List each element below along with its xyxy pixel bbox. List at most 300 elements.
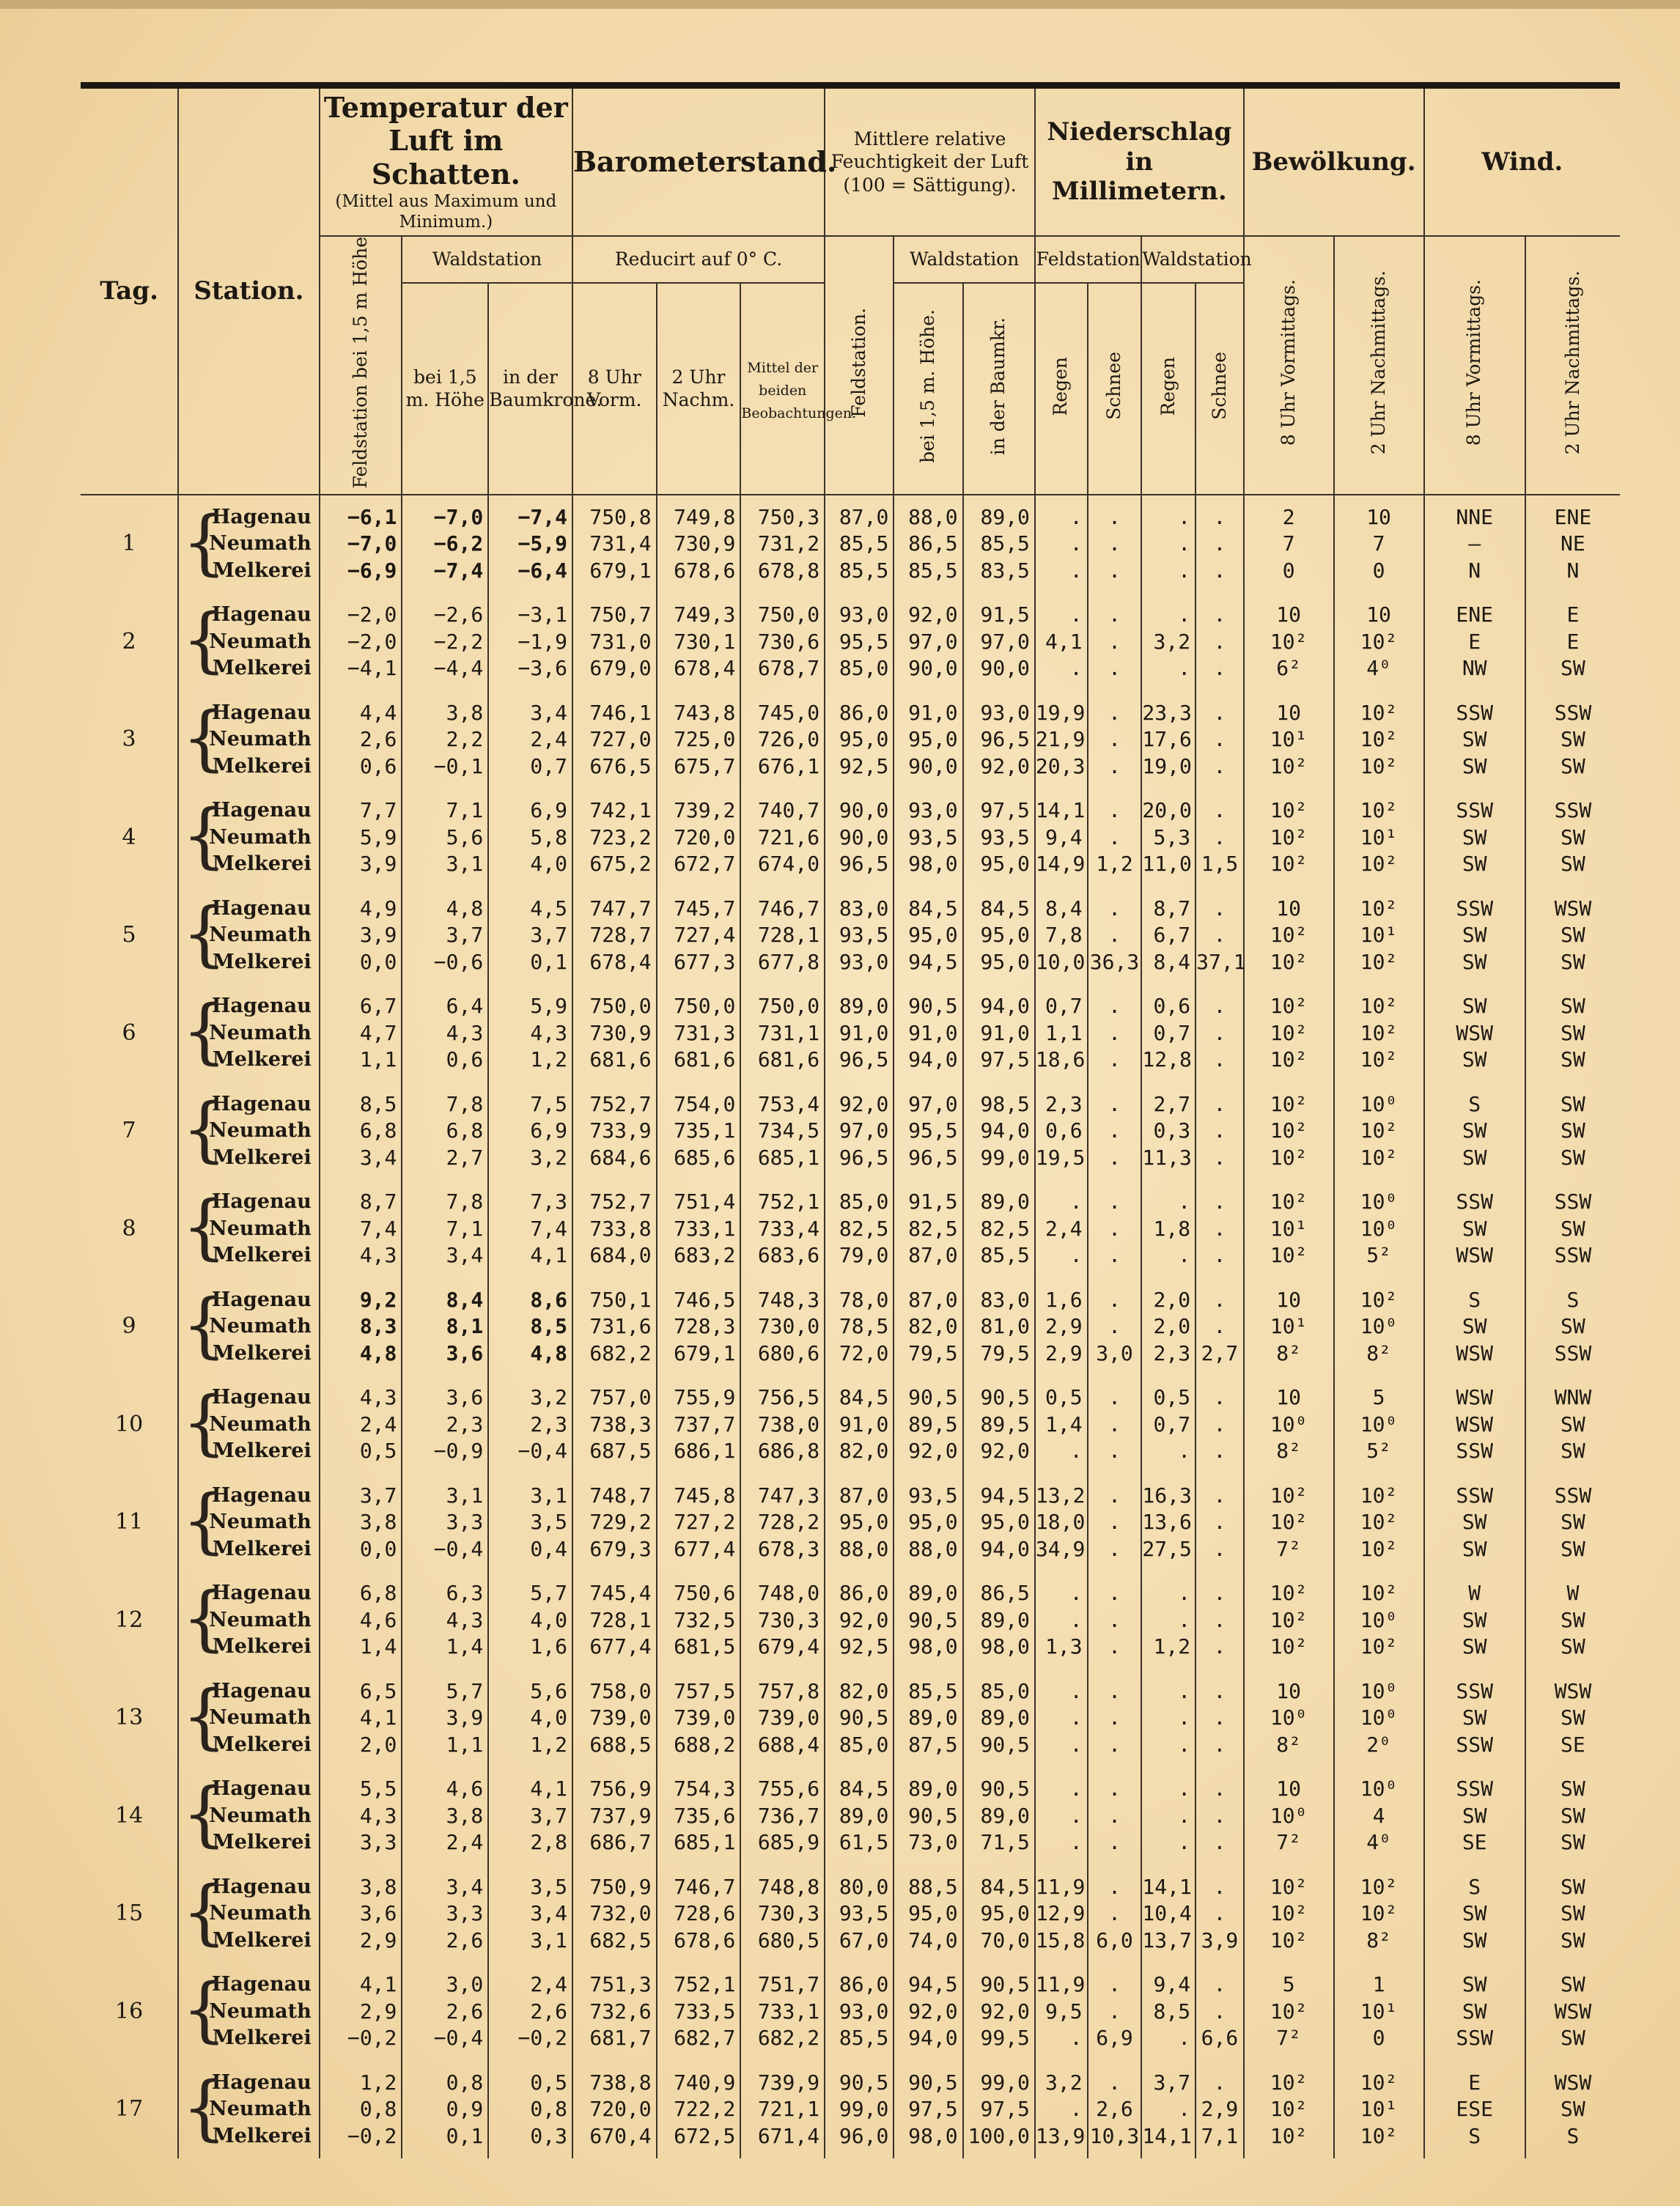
cell-bw8: 10 10² 6² <box>1244 593 1334 691</box>
station-names <box>178 1767 320 1865</box>
day-number: 12 <box>81 1571 178 1670</box>
brace-mark: { <box>182 1773 227 1856</box>
cell-n-ws: . . . <box>1195 1571 1244 1670</box>
station-names <box>178 789 320 887</box>
station-names <box>178 691 320 789</box>
station-names <box>178 984 320 1082</box>
cell-t-feld: 3,8 3,6 2,9 <box>320 1865 402 1963</box>
cell-f-krone: 89,0 85,5 83,5 <box>963 495 1035 594</box>
cell-f-krone: 83,0 81,0 79,5 <box>963 1278 1035 1376</box>
cell-f-feld: 84,5 91,0 82,0 <box>825 1376 894 1474</box>
cell-t-krone: 4,5 3,7 0,1 <box>488 887 572 985</box>
cell-f-15: 91,0 95,0 90,0 <box>894 691 962 789</box>
cell-b2: 739,2 720,0 672,7 <box>657 789 741 887</box>
station-names <box>178 1571 320 1670</box>
station-names <box>178 495 320 594</box>
cell-n-fr: 19,9 21,9 20,3 <box>1035 691 1088 789</box>
cell-b8: 751,3 732,6 681,7 <box>572 1963 657 2061</box>
cell-b8: 750,0 730,9 681,6 <box>572 984 657 1082</box>
header-precipitation: Niederschlag in Millimetern. <box>1035 86 1244 237</box>
cell-bm: 740,7 721,6 674,0 <box>740 789 825 887</box>
cell-bw2: 10² 10¹ 10² <box>1334 887 1424 985</box>
cell-bw8: 10 10⁰ 7² <box>1244 1767 1334 1865</box>
cell-bw2: 10² 10² 10² <box>1334 691 1424 789</box>
cell-t-feld: −6,1 −7,0 −6,9 <box>320 495 402 594</box>
cell-n-fr: 11,9 9,5 . <box>1035 1963 1088 2061</box>
cell-t-krone: 3,5 3,4 3,1 <box>488 1865 572 1963</box>
cell-n-wr: . 3,2 . <box>1141 593 1195 691</box>
station-list: Hagenau Neumath Melkerei <box>209 1875 312 1952</box>
cell-t-feld: 8,5 6,8 3,4 <box>320 1082 402 1181</box>
cell-b2: 745,7 727,4 677,3 <box>657 887 741 985</box>
cell-bm: 746,7 728,1 677,8 <box>740 887 825 985</box>
cell-w8: S SW SW <box>1424 1865 1525 1963</box>
cell-w2: SSW SW SW <box>1554 798 1592 877</box>
cell-f-feld: 87,0 95,0 88,0 <box>825 1474 894 1572</box>
station-names <box>178 1670 320 1768</box>
cell-n-wr: . 1,8 . <box>1141 1180 1195 1278</box>
cell-n-ws: . . . <box>1195 1180 1244 1278</box>
cell-n-wr: 20,0 5,3 11,0 <box>1141 789 1195 887</box>
table-row <box>81 1376 1620 1474</box>
cell-n-ws: . . . <box>1195 593 1244 691</box>
cell-bm: 750,3 731,2 678,8 <box>740 495 825 594</box>
cell-n-ws: . . . <box>1195 1376 1244 1474</box>
cell-w2: WSW SW SW <box>1554 896 1592 974</box>
cell-f-feld: 89,0 91,0 96,5 <box>825 984 894 1082</box>
cell-t-krone: 4,1 3,7 2,8 <box>488 1767 572 1865</box>
brace-mark: { <box>182 892 227 975</box>
cell-n-wr: 14,1 10,4 13,7 <box>1141 1865 1195 1963</box>
cell-bw2: 10⁰ 4 4⁰ <box>1334 1767 1424 1865</box>
cell-w8: SW WSW SW <box>1424 984 1525 1082</box>
cell-n-wr: . . . <box>1141 495 1195 594</box>
brace-mark: { <box>182 1577 227 1660</box>
station-list: Hagenau Neumath Melkerei <box>209 2070 312 2147</box>
cell-t-krone: 0,5 0,8 0,3 <box>488 2061 572 2159</box>
header-tag: Tag. <box>81 86 178 495</box>
cell-n-ws: . . 3,9 <box>1195 1865 1244 1963</box>
cell-bw2: 10⁰ 10⁰ 5² <box>1334 1180 1424 1278</box>
cell-bw8: 10² 10² 10² <box>1244 984 1334 1082</box>
cell-t-15: 7,1 5,6 3,1 <box>402 789 488 887</box>
cell-n-wr: . . . <box>1141 1767 1195 1865</box>
header-temp-wald-krone: in der Baumkrone. <box>488 283 572 495</box>
cell-n-fs: . . . <box>1088 1670 1142 1768</box>
cell-f-15: 92,0 97,0 90,0 <box>894 593 962 691</box>
cell-w2: S SW SSW <box>1554 1287 1592 1365</box>
cell-bw2: 10² 10¹ 10² <box>1334 789 1424 887</box>
cell-bm: 752,1 733,4 683,6 <box>740 1180 825 1278</box>
cell-b8: 748,7 729,2 679,3 <box>572 1474 657 1572</box>
cell-n-fs: . . . <box>1088 1474 1142 1572</box>
cell-bm: 748,8 730,3 680,5 <box>740 1865 825 1963</box>
station-list: Hagenau Neumath Melkerei <box>209 1777 312 1854</box>
day-number: 13 <box>81 1670 178 1768</box>
cell-t-15: 6,3 4,3 1,4 <box>402 1571 488 1670</box>
cell-n-ws: . . 6,6 <box>1195 1963 1244 2061</box>
cell-f-15: 85,5 89,0 87,5 <box>894 1670 962 1768</box>
cell-bw8: 10 10⁰ 8² <box>1244 1376 1334 1474</box>
day-number: 10 <box>81 1376 178 1474</box>
cell-w2: W SW SW <box>1561 1581 1585 1659</box>
station-list: Hagenau Neumath Melkerei <box>209 1092 312 1169</box>
cell-t-15: 4,6 3,8 2,4 <box>402 1767 488 1865</box>
cell-b8: 746,1 727,0 676,5 <box>572 691 657 789</box>
table-row <box>81 1278 1620 1376</box>
header-temp-wald-15: bei 1,5 m. Höhe <box>402 283 488 495</box>
cell-w8: SSW SW WSW <box>1424 1180 1525 1278</box>
table-row <box>81 887 1620 985</box>
cell-b8: 752,7 733,9 684,6 <box>572 1082 657 1181</box>
cell-t-15: 8,4 8,1 3,6 <box>402 1278 488 1376</box>
cell-bw8: 2 7 0 <box>1244 495 1334 594</box>
table-row <box>81 984 1620 1082</box>
cell-n-fs: . . 3,0 <box>1088 1278 1142 1376</box>
station-names <box>178 887 320 985</box>
cell-bm: 756,5 738,0 686,8 <box>740 1376 825 1474</box>
cell-f-krone: 97,5 93,5 95,0 <box>963 789 1035 887</box>
cell-t-krone: 3,1 3,5 0,4 <box>488 1474 572 1572</box>
table-row <box>81 1963 1620 2061</box>
weather-table <box>81 82 1620 2158</box>
header-cloudiness: Bewölkung. <box>1244 86 1424 237</box>
cell-t-krone: −3,1 −1,9 −3,6 <box>488 593 572 691</box>
cell-n-fs: . . 36,3 <box>1088 887 1142 985</box>
cell-b8: 756,9 737,9 686,7 <box>572 1767 657 1865</box>
cell-b2: 751,4 733,1 683,2 <box>657 1180 741 1278</box>
cell-w8: SSW SW SW <box>1424 789 1525 887</box>
cell-n-fr: . . . <box>1035 1767 1088 1865</box>
cell-f-feld: 86,0 92,0 92,5 <box>825 1571 894 1670</box>
table-row <box>81 1571 1620 1670</box>
cell-bm: 739,9 721,1 671,4 <box>740 2061 825 2159</box>
cell-n-fs: . . . <box>1088 1376 1142 1474</box>
cell-w2: WNW SW SW <box>1554 1385 1592 1464</box>
station-list: Hagenau Neumath Melkerei <box>209 896 312 973</box>
cell-n-fr: . . . <box>1035 495 1088 594</box>
header-wind-2: 2 Uhr Nachmittags. <box>1525 236 1620 495</box>
day-number: 14 <box>81 1767 178 1865</box>
cell-bw8: 10 10¹ 8² <box>1244 1278 1334 1376</box>
day-number: 4 <box>81 789 178 887</box>
table-row <box>81 495 1620 594</box>
table-row <box>81 593 1620 691</box>
cell-f-15: 91,5 82,5 87,0 <box>894 1180 962 1278</box>
day-number: 15 <box>81 1865 178 1963</box>
header-prec-feld: Feldstation <box>1035 236 1141 283</box>
cell-bw8: 10² 10² 10² <box>1244 1571 1334 1670</box>
station-names <box>178 1376 320 1474</box>
cell-f-15: 88,5 95,0 74,0 <box>894 1865 962 1963</box>
cell-b2: 746,5 728,3 679,1 <box>657 1278 741 1376</box>
cell-f-15: 89,0 90,5 98,0 <box>894 1571 962 1670</box>
cell-n-fr: 1,6 2,9 2,9 <box>1035 1278 1088 1376</box>
cell-bm: 750,0 731,1 681,6 <box>740 984 825 1082</box>
cell-b8: 745,4 728,1 677,4 <box>572 1571 657 1670</box>
cell-b8: 750,1 731,6 682,2 <box>572 1278 657 1376</box>
header-baro-reduc: Reducirt auf 0° C. <box>572 236 825 283</box>
cell-b2: 750,6 732,5 681,5 <box>657 1571 741 1670</box>
cell-n-ws: . . . <box>1195 1474 1244 1572</box>
header-feld-regen: Regen <box>1035 283 1088 495</box>
station-list: Hagenau Neumath Melkerei <box>209 1582 312 1659</box>
cell-t-krone: 3,2 2,3 −0,4 <box>488 1376 572 1474</box>
station-list: Hagenau Neumath Melkerei <box>209 701 312 778</box>
cell-bw8: 10² 10² 10² <box>1244 1865 1334 1963</box>
cell-t-krone: 7,5 6,9 3,2 <box>488 1082 572 1181</box>
cell-b8: 757,0 738,3 687,5 <box>572 1376 657 1474</box>
cell-bw8: 10 10¹ 10² <box>1244 691 1334 789</box>
day-number: 1 <box>81 495 178 594</box>
cell-b8: 752,7 733,8 684,0 <box>572 1180 657 1278</box>
cell-t-15: −2,6 −2,2 −4,4 <box>402 593 488 691</box>
cell-w8: W SW SW <box>1424 1571 1525 1670</box>
station-list: Hagenau Neumath Melkerei <box>209 603 312 680</box>
cell-f-krone: 84,5 95,0 70,0 <box>963 1865 1035 1963</box>
cell-t-krone: 6,9 5,8 4,0 <box>488 789 572 887</box>
cell-f-krone: 90,5 89,5 92,0 <box>963 1376 1035 1474</box>
header-wald-schnee: Schnee <box>1195 283 1244 495</box>
cell-w8: WSW WSW SSW <box>1424 1376 1525 1474</box>
day-number: 2 <box>81 593 178 691</box>
cell-t-15: 7,8 6,8 2,7 <box>402 1082 488 1181</box>
cell-bm: 750,0 730,6 678,7 <box>740 593 825 691</box>
day-number: 3 <box>81 691 178 789</box>
cell-bm: 747,3 728,2 678,3 <box>740 1474 825 1572</box>
cell-t-15: 3,0 2,6 −0,4 <box>402 1963 488 2061</box>
cell-n-fs: . . . <box>1088 1767 1142 1865</box>
cell-b2: 757,5 739,0 688,2 <box>657 1670 741 1768</box>
cell-b2: 754,3 735,6 685,1 <box>657 1767 741 1865</box>
cell-f-15: 94,5 92,0 94,0 <box>894 1963 962 2061</box>
cell-bw2: 10 7 0 <box>1334 495 1424 594</box>
cell-n-fs: . . . <box>1088 1180 1142 1278</box>
day-number: 6 <box>81 984 178 1082</box>
table-row <box>81 1180 1620 1278</box>
cell-f-krone: 99,0 97,5 100,0 <box>963 2061 1035 2159</box>
cell-t-15: 6,4 4,3 0,6 <box>402 984 488 1082</box>
header-feld-schnee: Schnee <box>1088 283 1142 495</box>
cell-b2: 743,8 725,0 675,7 <box>657 691 741 789</box>
station-list: Hagenau Neumath Melkerei <box>209 1973 312 2050</box>
cell-w2: E E SW <box>1561 602 1585 681</box>
table-row <box>81 1767 1620 1865</box>
cell-t-15: −7,0 −6,2 −7,4 <box>402 495 488 594</box>
cell-t-krone: 3,4 2,4 0,7 <box>488 691 572 789</box>
header-temp-feld: Feldstation bei 1,5 m Höhe <box>320 236 402 495</box>
cell-f-krone: 84,5 95,0 95,0 <box>963 887 1035 985</box>
cell-n-wr: 9,4 8,5 . <box>1141 1963 1195 2061</box>
cell-bw8: 10² 10² 7² <box>1244 1474 1334 1572</box>
cell-n-ws: . . . <box>1195 495 1244 594</box>
cell-bw8: 10² 10¹ 10² <box>1244 1180 1334 1278</box>
header-hum-wald-15: bei 1,5 m. Höhe. <box>894 283 962 495</box>
cell-f-feld: 86,0 95,0 92,5 <box>825 691 894 789</box>
cell-t-feld: 1,2 0,8 −0,2 <box>320 2061 402 2159</box>
cell-f-feld: 90,0 90,0 96,5 <box>825 789 894 887</box>
cell-bm: 755,6 736,7 685,9 <box>740 1767 825 1865</box>
cell-f-krone: 98,5 94,0 99,0 <box>963 1082 1035 1181</box>
cell-t-feld: 6,5 4,1 2,0 <box>320 1670 402 1768</box>
cell-bw2: 10² 10² 10² <box>1334 984 1424 1082</box>
cell-w2: SSW SW SSW <box>1554 1189 1592 1268</box>
cell-b2: 749,3 730,1 678,4 <box>657 593 741 691</box>
cell-n-fr: . 2,4 . <box>1035 1180 1088 1278</box>
cell-n-fr: 2,3 0,6 19,5 <box>1035 1082 1088 1181</box>
cell-b8: 742,1 723,2 675,2 <box>572 789 657 887</box>
cell-w8: S SW WSW <box>1424 1278 1525 1376</box>
cell-bw2: 10 10² 4⁰ <box>1334 593 1424 691</box>
cell-t-krone: 8,6 8,5 4,8 <box>488 1278 572 1376</box>
cell-t-krone: −7,4 −5,9 −6,4 <box>488 495 572 594</box>
table-row <box>81 789 1620 887</box>
cell-n-fr: 8,4 7,8 10,0 <box>1035 887 1088 985</box>
cell-n-fs: . . . <box>1088 1082 1142 1181</box>
cell-f-15: 84,5 95,0 94,5 <box>894 887 962 985</box>
cell-w8: S SW SW <box>1424 1082 1525 1181</box>
cell-n-fs: . . 1,2 <box>1088 789 1142 887</box>
cell-f-15: 90,5 89,5 92,0 <box>894 1376 962 1474</box>
cell-n-fr: 14,1 9,4 14,9 <box>1035 789 1088 887</box>
cell-w8: SW SW SSW <box>1424 1963 1525 2061</box>
cell-bw2: 10² 10² 10² <box>1334 1474 1424 1572</box>
cell-f-15: 93,0 93,5 98,0 <box>894 789 962 887</box>
cell-bw2: 10² 10¹ 10² <box>1334 2061 1424 2159</box>
cell-t-15: 3,6 2,3 −0,9 <box>402 1376 488 1474</box>
cell-b8: 750,7 731,0 679,0 <box>572 593 657 691</box>
cell-t-krone: 2,4 2,6 −0,2 <box>488 1963 572 2061</box>
brace-mark: { <box>182 1088 227 1170</box>
day-number: 5 <box>81 887 178 985</box>
cell-b8: 750,9 732,0 682,5 <box>572 1865 657 1963</box>
cell-t-15: 4,8 3,7 −0,6 <box>402 887 488 985</box>
cell-n-wr: 0,6 0,7 12,8 <box>1141 984 1195 1082</box>
cell-b2: 752,1 733,5 682,7 <box>657 1963 741 2061</box>
cell-f-15: 88,0 86,5 85,5 <box>894 495 962 594</box>
cell-b2: 755,9 737,7 686,1 <box>657 1376 741 1474</box>
station-names <box>178 1963 320 2061</box>
cell-t-feld: 4,3 2,4 0,5 <box>320 1376 402 1474</box>
brace-mark: { <box>182 599 227 682</box>
cell-bw2: 5 10⁰ 5² <box>1334 1376 1424 1474</box>
cell-bm: 745,0 726,0 676,1 <box>740 691 825 789</box>
header-temperature: Temperatur der Luft im Schatten. (Mittel aus Maximum und Minimum.) <box>320 86 572 237</box>
station-list: Hagenau Neumath Melkerei <box>209 1190 312 1267</box>
cell-f-feld: 84,5 89,0 61,5 <box>825 1767 894 1865</box>
cell-w2: SW SW SW <box>1561 1874 1585 1952</box>
station-names <box>178 1278 320 1376</box>
day-number: 7 <box>81 1082 178 1181</box>
header-hum-wald: Waldstation <box>894 236 1035 283</box>
cell-n-wr: 2,0 2,0 2,3 <box>1141 1278 1195 1376</box>
cell-f-15: 87,0 82,0 79,5 <box>894 1278 962 1376</box>
cell-f-krone: 89,0 82,5 85,5 <box>963 1180 1035 1278</box>
station-list: Hagenau Neumath Melkerei <box>209 505 312 582</box>
header-hum-feld: Feldstation. <box>825 236 894 495</box>
brace-mark: { <box>182 501 227 583</box>
cell-t-15: 5,7 3,9 1,1 <box>402 1670 488 1768</box>
cell-n-fr: . . 1,3 <box>1035 1571 1088 1670</box>
brace-mark: { <box>182 1283 227 1366</box>
cell-b2: 750,0 731,3 681,6 <box>657 984 741 1082</box>
cell-t-feld: 7,7 5,9 3,9 <box>320 789 402 887</box>
header-temp-wald: Waldstation <box>402 236 572 283</box>
cell-b2: 749,8 730,9 678,6 <box>657 495 741 594</box>
cell-n-wr: . . 1,2 <box>1141 1571 1195 1670</box>
cell-t-feld: 9,2 8,3 4,8 <box>320 1278 402 1376</box>
station-names <box>178 1082 320 1181</box>
cell-f-15: 93,5 95,0 88,0 <box>894 1474 962 1572</box>
cell-n-wr: 0,5 0,7 . <box>1141 1376 1195 1474</box>
station-names <box>178 593 320 691</box>
table-row <box>81 691 1620 789</box>
cell-n-fs: . 2,6 10,3 <box>1088 2061 1142 2159</box>
cell-t-feld: 4,4 2,6 0,6 <box>320 691 402 789</box>
station-list: Hagenau Neumath Melkerei <box>209 1288 312 1365</box>
cell-f-feld: 80,0 93,5 67,0 <box>825 1865 894 1963</box>
cell-bw8: 10 10² 10² <box>1244 887 1334 985</box>
cell-w2: SW SW SW <box>1561 1777 1585 1855</box>
cell-bm: 753,4 734,5 685,1 <box>740 1082 825 1181</box>
cell-b2: 754,0 735,1 685,6 <box>657 1082 741 1181</box>
cell-bm: 757,8 739,0 688,4 <box>740 1670 825 1768</box>
cell-t-krone: 5,7 4,0 1,6 <box>488 1571 572 1670</box>
station-list: Hagenau Neumath Melkerei <box>209 799 312 876</box>
cell-f-15: 90,5 91,0 94,0 <box>894 984 962 1082</box>
cell-f-feld: 85,0 82,5 79,0 <box>825 1180 894 1278</box>
cell-t-15: 0,8 0,9 0,1 <box>402 2061 488 2159</box>
cell-bw8: 10² 10² 10² <box>1244 789 1334 887</box>
header-wind: Wind. <box>1424 86 1620 237</box>
brace-mark: { <box>182 794 227 877</box>
header-station: Station. <box>178 86 320 495</box>
cell-w2: SSW SW SW <box>1554 700 1592 778</box>
header-hum-wald-krone: in der Baumkr. <box>963 283 1035 495</box>
cell-n-fs: . . 6,9 <box>1088 1963 1142 2061</box>
day-number: 11 <box>81 1474 178 1572</box>
cell-f-feld: 82,0 90,5 85,0 <box>825 1670 894 1768</box>
cell-bw2: 10² 10⁰ 8² <box>1334 1278 1424 1376</box>
day-number: 17 <box>81 2061 178 2159</box>
table-row <box>81 1865 1620 1963</box>
cell-t-feld: 4,1 2,9 −0,2 <box>320 1963 402 2061</box>
cell-b8: 750,8 731,4 679,1 <box>572 495 657 594</box>
table-body <box>81 495 1620 2159</box>
cell-w2: SW SW SW <box>1561 1091 1585 1170</box>
cell-n-ws: . 2,9 7,1 <box>1195 2061 1244 2159</box>
cell-w2: SW SW SW <box>1561 994 1585 1072</box>
header-humidity: Mittlere relative Feuchtigkeit der Luft (100 = Sättigung). <box>825 86 1035 237</box>
cell-n-wr: 8,7 6,7 8,4 <box>1141 887 1195 985</box>
cell-bm: 751,7 733,1 682,2 <box>740 1963 825 2061</box>
cell-n-wr: 16,3 13,6 27,5 <box>1141 1474 1195 1572</box>
cell-b2: 746,7 728,6 678,6 <box>657 1865 741 1963</box>
cell-t-krone: 5,9 4,3 1,2 <box>488 984 572 1082</box>
cell-bw2: 10⁰ 10⁰ 2⁰ <box>1334 1670 1424 1768</box>
brace-mark: { <box>182 1675 227 1757</box>
cell-n-ws: . . . <box>1195 984 1244 1082</box>
table-row <box>81 1670 1620 1768</box>
cell-n-fs: . . . <box>1088 593 1142 691</box>
cell-bw8: 10 10⁰ 8² <box>1244 1670 1334 1768</box>
cell-bw2: 1 10¹ 0 <box>1334 1963 1424 2061</box>
cell-n-ws: . . 37,1 <box>1195 887 1244 985</box>
cell-bw8: 10² 10² 10² <box>1244 1082 1334 1181</box>
cell-n-wr: 3,7 . 14,1 <box>1141 2061 1195 2159</box>
cell-n-fr: 11,9 12,9 15,8 <box>1035 1865 1088 1963</box>
cell-bm: 748,0 730,3 679,4 <box>740 1571 825 1670</box>
